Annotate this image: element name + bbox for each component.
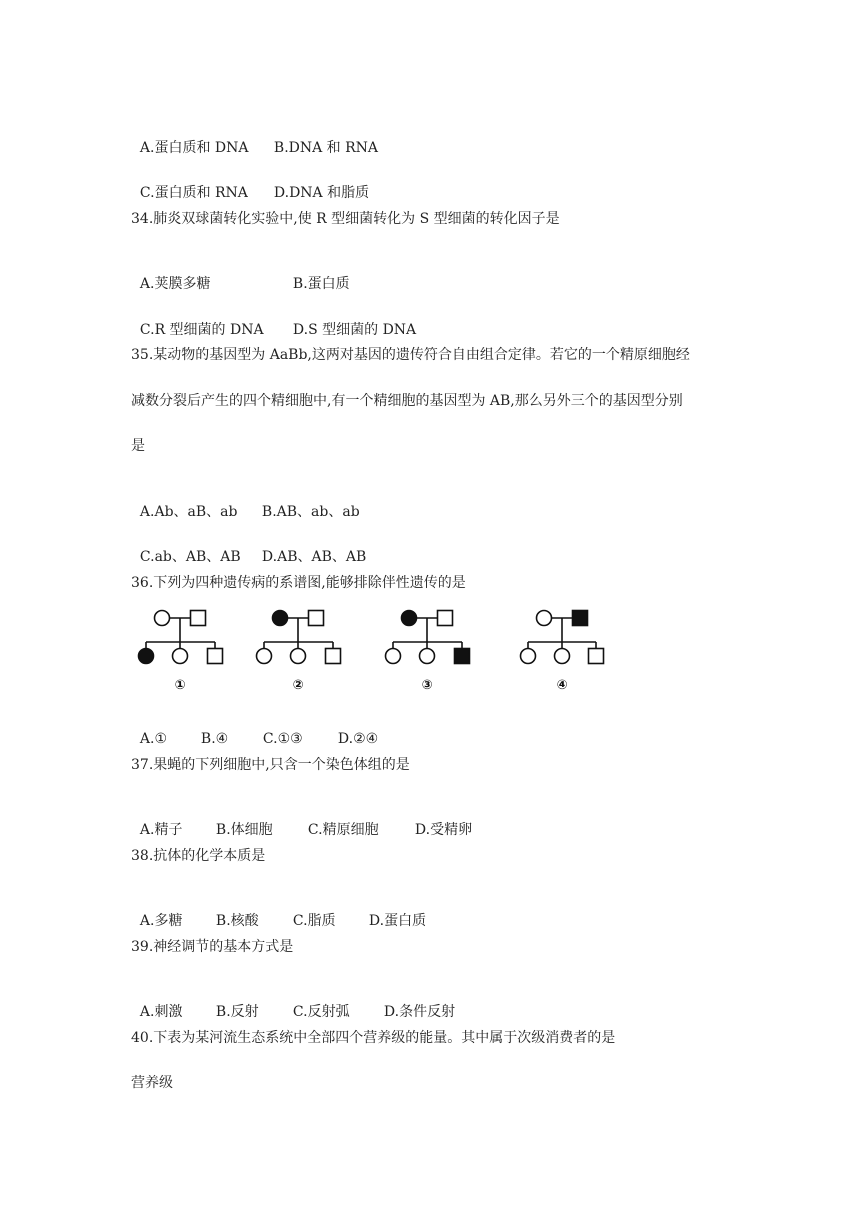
pedigree-3: [386, 611, 470, 664]
pedigree-3-son-affected: [455, 649, 470, 664]
pedigree-2-mother-affected: [273, 611, 288, 626]
q35-stem-line-2: 减数分裂后产生的四个精细胞中,有一个精细胞的基因型为 AB,那么另外三个的基因型分别: [131, 393, 683, 409]
q35-options-row-1: [131, 482, 360, 522]
q33-option-b: B.DNA 和 RNA: [273, 140, 379, 156]
q38-option-c: C.脂质: [292, 913, 336, 929]
pedigree-2-daughter-2: [291, 649, 306, 664]
q38-stem: 38.抗体的化学本质是: [131, 848, 266, 864]
q33-option-a: A.蛋白质和 DNA: [139, 140, 249, 156]
q40-table-header: 营养级: [131, 1075, 173, 1091]
pedigree-label-2: ②: [292, 678, 304, 693]
pedigree-label-1: ①: [174, 678, 186, 693]
q39-option-b: B.反射: [215, 1004, 259, 1020]
q36-option-d: D.②④: [337, 731, 379, 747]
q39-stem: 39.神经调节的基本方式是: [131, 939, 294, 955]
q33-option-c: C.蛋白质和 RNA: [139, 185, 248, 201]
q35-option-c: C.ab、AB、AB: [139, 549, 241, 565]
q39-options: [131, 982, 455, 1022]
pedigree-1-mother: [155, 611, 170, 626]
q35-options-row-2: [131, 527, 366, 567]
q38-option-b: B.核酸: [215, 913, 259, 929]
pedigree-1-daughter-affected: [139, 649, 154, 664]
q40-stem: 40.下表为某河流生态系统中全部四个营养级的能量。其中属于次级消费者的是: [131, 1030, 616, 1046]
pedigree-2-daughter-1: [257, 649, 272, 664]
q39-option-a: A.刺激: [139, 1004, 183, 1020]
q37-options: [131, 800, 472, 840]
pedigree-3-daughter-2: [420, 649, 435, 664]
pedigree-3-father: [438, 611, 453, 626]
q33-options-row-2: [131, 163, 369, 203]
pedigree-2-father: [309, 611, 324, 626]
q34-stem: 34.肺炎双球菌转化实验中,使 R 型细菌转化为 S 型细菌的转化因子是: [131, 211, 560, 227]
q36-option-a: A.①: [139, 731, 168, 747]
q36-options: [131, 709, 378, 749]
q34-option-c: C.R 型细菌的 DNA: [139, 322, 264, 338]
q39-option-d: D.条件反射: [383, 1004, 456, 1020]
pedigree-4-father-affected: [573, 611, 588, 626]
pedigree-1-father: [191, 611, 206, 626]
q37-option-b: B.体细胞: [215, 822, 273, 838]
q37-option-d: D.受精卵: [414, 822, 473, 838]
q34-option-d: D.S 型细菌的 DNA: [292, 322, 417, 338]
pedigree-4: [521, 611, 604, 664]
pedigree-4-daughter-2: [555, 649, 570, 664]
q35-option-a: A.Ab、aB、ab: [139, 504, 238, 520]
q37-option-c: C.精原细胞: [307, 822, 379, 838]
pedigree-1: [139, 611, 223, 664]
q35-stem-line-3: 是: [131, 438, 145, 454]
q38-options: [131, 891, 426, 931]
q33-option-d: D.DNA 和脂质: [273, 185, 370, 201]
q36-stem: 36.下列为四种遗传病的系谱图,能够排除伴性遗传的是: [131, 575, 466, 591]
q34-option-b: B.蛋白质: [292, 276, 350, 292]
pedigree-1-daughter: [173, 649, 188, 664]
pedigree-label-3: ③: [421, 678, 433, 693]
q36-option-b: B.④: [200, 731, 229, 747]
q38-option-d: D.蛋白质: [368, 913, 427, 929]
q36-option-c: C.①③: [262, 731, 303, 747]
q34-option-a: A.荚膜多糖: [139, 276, 211, 292]
q37-option-a: A.精子: [139, 822, 183, 838]
pedigree-3-daughter-1: [386, 649, 401, 664]
q38-option-a: A.多糖: [139, 913, 183, 929]
pedigree-4-son: [589, 649, 604, 664]
pedigree-3-mother-affected: [402, 611, 417, 626]
pedigree-4-daughter-1: [521, 649, 536, 664]
pedigree-4-mother: [537, 611, 552, 626]
q39-option-c: C.反射弧: [292, 1004, 350, 1020]
q37-stem: 37.果蝇的下列细胞中,只含一个染色体组的是: [131, 757, 410, 773]
q35-option-d: D.AB、AB、AB: [261, 549, 367, 565]
pedigree-2: [257, 611, 341, 664]
pedigree-1-son: [208, 649, 223, 664]
q35-stem-line-1: 35.某动物的基因型为 AaBb,这两对基因的遗传符合自由组合定律。若它的一个精原细胞经: [131, 347, 690, 363]
pedigree-2-son: [326, 649, 341, 664]
pedigree-label-4: ④: [556, 678, 568, 693]
q35-option-b: B.AB、ab、ab: [261, 504, 360, 520]
q33-options-row-1: [131, 118, 378, 158]
q34-options-row-1: [131, 254, 350, 294]
q34-options-row-2: [131, 300, 416, 340]
pedigree-figure: [128, 600, 618, 695]
